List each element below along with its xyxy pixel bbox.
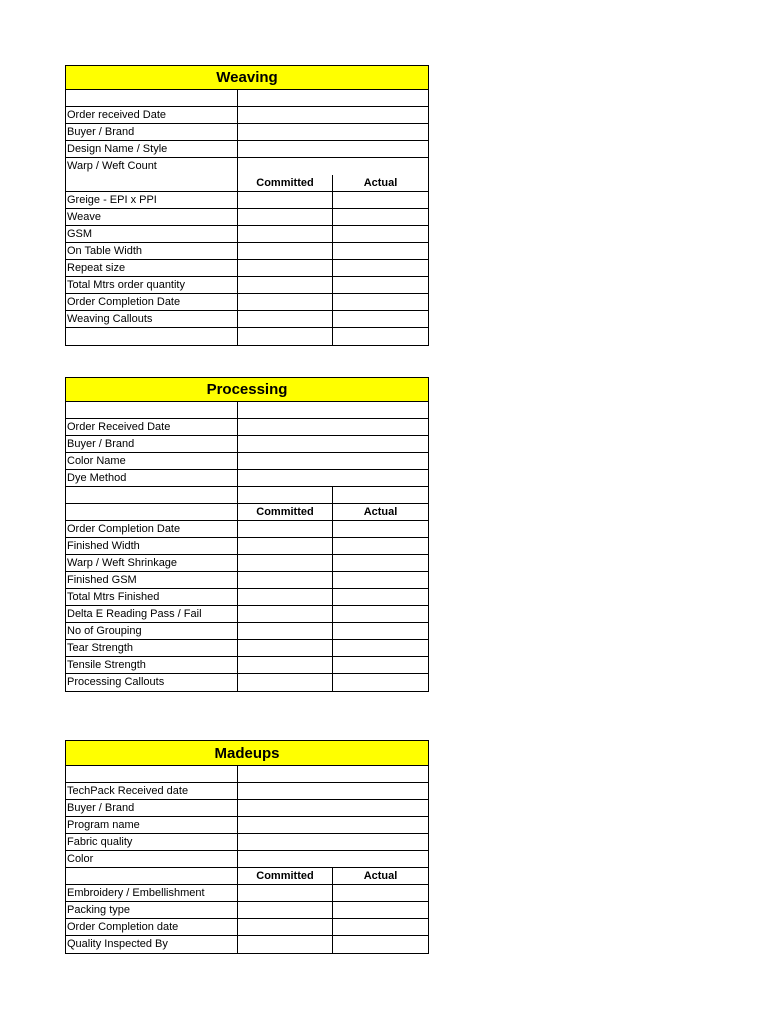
processing-committed-cell[interactable] (238, 674, 333, 691)
processing-committed-cell[interactable] (238, 606, 333, 622)
madeups-label-cell[interactable]: Color (66, 851, 238, 867)
madeups-actual-cell[interactable] (333, 919, 428, 935)
weaving-actual-cell[interactable] (333, 294, 428, 310)
weaving-actual-cell[interactable] (333, 311, 428, 327)
processing-param-label[interactable]: Total Mtrs Finished (66, 589, 238, 605)
weaving-data-row (66, 226, 428, 243)
weaving-committed-cell[interactable] (238, 311, 333, 327)
weaving-top-row (66, 124, 428, 141)
processing-blank-split-row (66, 487, 428, 504)
weaving-top-row (66, 158, 428, 175)
processing-committed-cell[interactable] (238, 623, 333, 639)
madeups-param-label[interactable]: Embroidery / Embellishment (66, 885, 238, 901)
processing-label-cell[interactable]: Color Name (66, 453, 238, 469)
madeups-table (65, 740, 429, 954)
processing-header-blank[interactable] (66, 504, 238, 520)
processing-value-cell[interactable] (238, 419, 428, 435)
processing-committed-cell[interactable] (238, 555, 333, 571)
madeups-actual-cell[interactable] (333, 885, 428, 901)
madeups-top-row (66, 766, 428, 783)
weaving-actual-cell[interactable] (333, 277, 428, 293)
processing-param-label[interactable]: No of Grouping (66, 623, 238, 639)
processing-top-row (66, 470, 428, 487)
processing-param-label[interactable]: Warp / Weft Shrinkage (66, 555, 238, 571)
weaving-committed-cell[interactable] (238, 260, 333, 276)
weaving-param-label[interactable]: On Table Width (66, 243, 238, 259)
weaving-value-cell[interactable] (238, 124, 428, 140)
weaving-actual-header: Actual (363, 177, 398, 189)
madeups-actual-cell[interactable] (333, 902, 428, 918)
weaving-param-label[interactable]: Greige - EPI x PPI (66, 192, 238, 208)
weaving-param-label[interactable]: GSM (66, 226, 238, 242)
weaving-committed-cell[interactable] (238, 243, 333, 259)
weaving-data-row (66, 260, 428, 277)
processing-actual-cell[interactable] (333, 487, 428, 503)
weaving-actual-cell[interactable] (333, 260, 428, 276)
madeups-top-row (66, 851, 428, 868)
processing-committed-cell[interactable] (238, 487, 333, 503)
madeups-value-cell[interactable] (238, 766, 428, 782)
processing-top-row (66, 419, 428, 436)
processing-value-cell[interactable] (238, 470, 428, 486)
weaving-committed-cell[interactable] (238, 328, 333, 345)
madeups-column-header-row (66, 868, 428, 885)
weaving-label-cell[interactable] (66, 90, 238, 106)
processing-label-cell[interactable]: Dye Method (66, 470, 238, 486)
processing-data-row (66, 623, 428, 640)
weaving-data-row (66, 328, 428, 345)
processing-value-cell[interactable] (238, 402, 428, 418)
processing-data-row (66, 572, 428, 589)
processing-param-label[interactable]: Finished Width (66, 538, 238, 554)
madeups-data-row (66, 902, 428, 919)
madeups-value-cell[interactable] (238, 800, 428, 816)
processing-data-row (66, 555, 428, 572)
madeups-label-cell[interactable] (66, 766, 238, 782)
madeups-actual-cell[interactable] (333, 936, 428, 953)
weaving-data-row (66, 277, 428, 294)
weaving-top-rows (66, 90, 428, 175)
processing-column-header-row (66, 504, 428, 521)
processing-label-cell[interactable] (66, 402, 238, 418)
madeups-label-cell[interactable]: Program name (66, 817, 238, 833)
madeups-data-row (66, 885, 428, 902)
processing-actual-cell[interactable] (333, 674, 428, 691)
madeups-param-label[interactable]: Quality Inspected By (66, 936, 238, 953)
weaving-value-cell[interactable] (238, 90, 428, 106)
processing-actual-cell[interactable] (333, 572, 428, 588)
processing-top-row (66, 453, 428, 470)
processing-label-cell[interactable] (66, 487, 238, 503)
weaving-value-cell[interactable] (238, 141, 428, 157)
weaving-data-row (66, 311, 428, 328)
weaving-value-cell[interactable] (238, 158, 428, 175)
madeups-committed-cell[interactable] (238, 885, 333, 901)
processing-label-cell[interactable]: Order Received Date (66, 419, 238, 435)
processing-data-row (66, 538, 428, 555)
processing-committed-cell[interactable] (238, 657, 333, 673)
processing-actual-cell[interactable] (333, 589, 428, 605)
processing-data-row (66, 606, 428, 623)
weaving-actual-cell[interactable] (333, 243, 428, 259)
processing-label-cell[interactable]: Buyer / Brand (66, 436, 238, 452)
madeups-value-cell[interactable] (238, 817, 428, 833)
processing-committed-cell[interactable] (238, 521, 333, 537)
processing-value-cell[interactable] (238, 436, 428, 452)
madeups-value-cell[interactable] (238, 834, 428, 850)
weaving-label-cell[interactable]: Warp / Weft Count (66, 158, 238, 175)
processing-data-row (66, 521, 428, 538)
processing-data-row (66, 640, 428, 657)
weaving-top-row (66, 141, 428, 158)
weaving-column-header-row (66, 175, 428, 192)
madeups-top-row (66, 783, 428, 800)
weaving-label-cell[interactable]: Order received Date (66, 107, 238, 123)
weaving-data-row (66, 209, 428, 226)
processing-data-row (66, 674, 428, 691)
weaving-param-label[interactable]: Weaving Callouts (66, 311, 238, 327)
weaving-data-row (66, 294, 428, 311)
processing-actual-cell[interactable] (333, 538, 428, 554)
processing-committed-cell[interactable] (238, 572, 333, 588)
weaving-param-label[interactable]: Total Mtrs order quantity (66, 277, 238, 293)
processing-title: Processing (66, 378, 428, 402)
weaving-param-label[interactable]: Weave (66, 209, 238, 225)
weaving-data-row (66, 192, 428, 209)
processing-param-label[interactable]: Order Completion Date (66, 521, 238, 537)
processing-actual-cell[interactable] (333, 521, 428, 537)
weaving-data-row (66, 243, 428, 260)
madeups-param-label[interactable]: Packing type (66, 902, 238, 918)
weaving-committed-cell[interactable] (238, 192, 333, 208)
processing-actual-cell[interactable] (333, 640, 428, 656)
madeups-data-row (66, 919, 428, 936)
processing-actual-cell[interactable] (333, 623, 428, 639)
madeups-label-cell[interactable]: TechPack Received date (66, 783, 238, 799)
madeups-data-row (66, 936, 428, 953)
madeups-value-cell[interactable] (238, 783, 428, 799)
weaving-header-blank[interactable] (66, 175, 238, 191)
weaving-actual-cell[interactable] (333, 209, 428, 225)
weaving-actual-cell[interactable] (333, 328, 428, 345)
madeups-param-label[interactable]: Order Completion date (66, 919, 238, 935)
processing-param-label[interactable]: Tensile Strength (66, 657, 238, 673)
weaving-label-cell[interactable]: Buyer / Brand (66, 124, 238, 140)
weaving-top-row (66, 90, 428, 107)
processing-committed-header: Committed (238, 504, 333, 520)
weaving-label-cell[interactable]: Design Name / Style (66, 141, 238, 157)
weaving-param-label[interactable]: Order Completion Date (66, 294, 238, 310)
madeups-committed-cell[interactable] (238, 902, 333, 918)
weaving-committed-header: Committed (238, 175, 333, 191)
processing-table (65, 377, 429, 692)
processing-top-row (66, 402, 428, 419)
madeups-committed-cell[interactable] (238, 919, 333, 935)
processing-data-row (66, 589, 428, 606)
processing-committed-cell[interactable] (238, 640, 333, 656)
madeups-committed-header: Committed (238, 868, 333, 884)
weaving-actual-cell[interactable] (333, 192, 428, 208)
madeups-top-row (66, 800, 428, 817)
madeups-label-cell[interactable]: Fabric quality (66, 834, 238, 850)
processing-param-label[interactable]: Delta E Reading Pass / Fail (66, 606, 238, 622)
weaving-actual-cell[interactable] (333, 226, 428, 242)
madeups-title: Madeups (66, 741, 428, 766)
weaving-value-cell[interactable] (238, 107, 428, 123)
madeups-top-row (66, 817, 428, 834)
madeups-value-cell[interactable] (238, 851, 428, 867)
madeups-top-row (66, 834, 428, 851)
processing-actual-cell[interactable] (333, 555, 428, 571)
processing-top-row (66, 436, 428, 453)
processing-param-label[interactable]: Finished GSM (66, 572, 238, 588)
processing-actual-cell[interactable] (333, 657, 428, 673)
processing-data-row (66, 657, 428, 674)
weaving-table (65, 65, 429, 346)
weaving-top-row (66, 107, 428, 124)
madeups-committed-cell[interactable] (238, 936, 333, 953)
weaving-committed-cell[interactable] (238, 277, 333, 293)
weaving-title: Weaving (66, 66, 428, 90)
processing-param-label[interactable]: Processing Callouts (66, 674, 238, 691)
madeups-label-cell[interactable]: Buyer / Brand (66, 800, 238, 816)
processing-actual-header: Actual (363, 506, 398, 518)
madeups-actual-header: Actual (363, 870, 398, 882)
weaving-committed-cell[interactable] (238, 209, 333, 225)
madeups-header-blank[interactable] (66, 868, 238, 884)
processing-value-cell[interactable] (238, 453, 428, 469)
weaving-committed-cell[interactable] (238, 226, 333, 242)
processing-committed-cell[interactable] (238, 538, 333, 554)
weaving-committed-cell[interactable] (238, 294, 333, 310)
weaving-param-label[interactable]: Repeat size (66, 260, 238, 276)
processing-committed-cell[interactable] (238, 589, 333, 605)
processing-actual-cell[interactable] (333, 606, 428, 622)
weaving-param-label[interactable] (66, 328, 238, 345)
processing-param-label[interactable]: Tear Strength (66, 640, 238, 656)
